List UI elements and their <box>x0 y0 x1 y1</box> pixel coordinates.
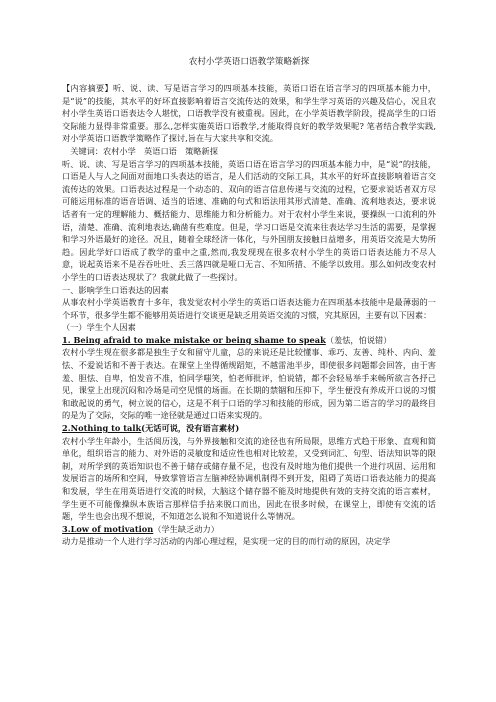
item-1-cn: （羞怯，怕说错） <box>325 334 392 345</box>
item-3-paragraph: 动力是推动一个人进行学习活动的内部心理过程，是实现一定的目的而行动的原因，决定学 <box>62 536 391 547</box>
abstract-label: 【内容摘要】 <box>62 83 114 93</box>
document-title: 农村小学英语口语教学策略新探 <box>188 57 310 67</box>
item-3-title: 3.Low of motivation <box>62 523 154 534</box>
section-heading-1: 一、影响学生口语表达的因素 <box>62 284 169 295</box>
item-2-cn: (无话可说，没有语言素材) <box>141 423 240 434</box>
intro-paragraph: 听、说、读、写是语言学习的四项基本技能，英语口语在语言学习的四项基本能力中，是“说”的技能，口语是人与人之间面对面地口头表达的语言，是人们活动的交际工具，其水平的好坏直接影响着语言交流传达的效果。口语表达过程是一个动态的、双向的语言信息传递与交流的过程，它要求说话者双方尽可能运用标准的语音语调、适当的语速、准确的句式和语法用其形式清楚、准确、流利地表达，要求说话者有一定的理解能力、概括能力、思维能力和分析能力。对于农村小学生来说，要操纵一口流利的外语，清楚、准确、流利地表达,确凿有些难度。但是，学习口语是交流来往表达学习生活的需要，是掌握和学习外语最好的途径。况且，随着全球经济一体化，与外国朋友接触日益增多，用英语交流是大势所趋。因此学好口语成了教学的重中之重,然而,我发现现在很多农村小学生的英语口语表达能力不尽人意，说起英语来不是吞吞吐吐、丢三落四就是哑口无言、不知所措、不能学以致用。那么如何改变农村小学生的口语表达现状了？我就此做了一些探讨。 <box>62 158 436 282</box>
item-3-heading <box>62 523 436 536</box>
document-page <box>62 56 436 548</box>
item-2-title: 2.Nothing to talk <box>62 423 142 434</box>
item-1-paragraph: 农村小学生现在很多都是独生子女和留守儿童，总的来说还是比较懂事、乖巧、友善、纯朴、内向、羞怯、不爱说话和不善于表达。在课堂上坐得循规蹈矩，不越雷池半步，即使很多问题都会回答，由于害羞、胆怯、自卑，怕发音不准，怕同学嗤笑，怕老师批评，怕说错，都不会轻易举手来畅所欲言各抒己见，课堂上出现沉闷和冷场是司空见惯的场面。在长期的禁锢和压抑下，学生便没有养成开口说的习惯和敢起说的勇气，树立说的信心，这是不利于口语的学习和技能的形成，因为第二语言的学习的最终目的是为了交际，交际的唯一途径就是通过口语来实现的。 <box>62 347 436 421</box>
item-2-heading <box>62 422 436 435</box>
item-2-paragraph: 农村小学生年龄小，生活阅历浅，与外界接触和交流的途径也有所局限，思维方式趋于形象、直观和简单化，组织语言的能力、对外语的灵敏度和适应性也相对比较差，又受到词汇、句型、语法知识等的限制，对所学到的英语知识也不善于储存或储存量不足，也没有及时地为他们提供一个进行巩固、运用和发展语言的场所和空间，导致掌管语言左脑神经协调机制得不到开发，阻碍了英语口语表达能力的提高和发展，学生在用英语进行交流的时候，大脑这个储存器不能及时地提供有效的支持交流的语言素材，学生更不可能像操纵本族语言那样信手拈来脱口而出，因此在很多时候，在课堂上，即使有交流的话题，学生也会出现不想说，不知道怎么说和不知道说什么等情况。 <box>62 435 436 522</box>
section-1-paragraph: 从事农村小学英语教育十多年，我发觉农村小学生的英语口语表达能力在四项基本技能中是最薄弱的一个环节，很多学生都不能够用英语进行交谈更是缺乏用英语交流的习惯，究其原因，主要有以下因素： <box>62 297 436 320</box>
item-1-title: 1. Being afraid to make mistake or being shame to speak <box>62 334 326 345</box>
keywords-line: 关键词：农村小学 英语口语 策略新探 <box>70 145 218 156</box>
abstract-text: 听、说、读、写是语言学习的四项基本技能，英语口语在语言学习的四项基本能力中，是“说”的技能，其水平的好坏直接影响着语言交流传达的效果，和学生学习英语的兴趣及信心，况且农村小学生英语口语表达令人堪忧，口语教学没有被重视。因此，在小学英语教学阶段，提高学生的口语交际能力显得非常重要。那么,怎样实施英语口语教学,才能取得良好的教学效果呢? 笔者结合教学实践,对小学英语口语教学策略作了探讨,旨在与大家共享和交流。 <box>62 83 436 144</box>
item-1-heading <box>62 334 436 347</box>
abstract-paragraph <box>62 82 436 145</box>
subsection-heading-1: （一）学生个人因素 <box>62 322 136 333</box>
item-3-cn: （学生缺乏动力） <box>153 523 219 534</box>
